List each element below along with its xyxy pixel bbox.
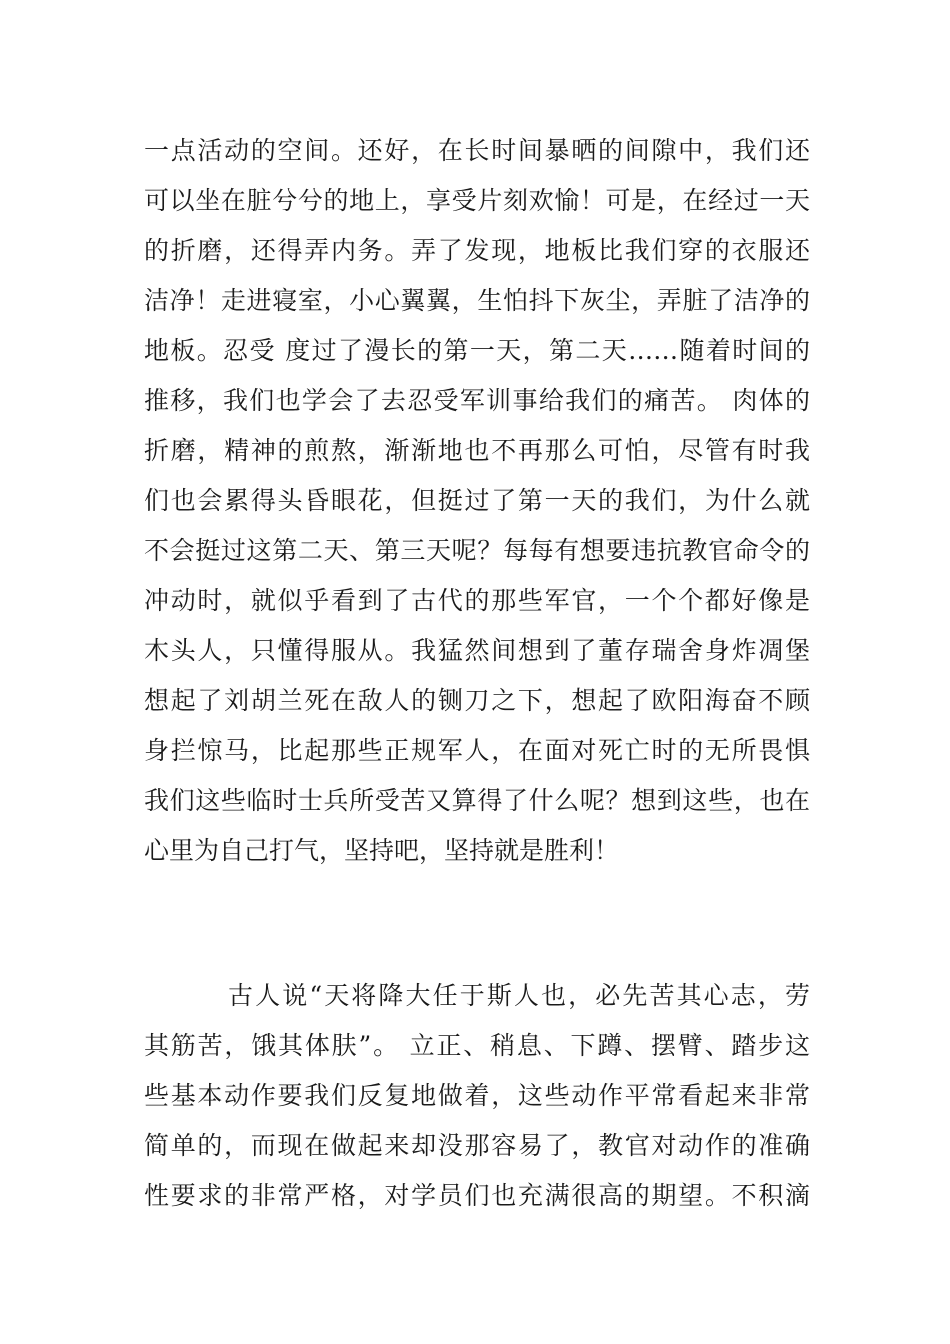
paragraph-line: 些基本动作要我们反复地做着，这些动作平常看起来非常 bbox=[144, 1081, 810, 1110]
paragraph-line: 可以坐在脏兮兮的地上，享受片刻欢愉！可是，在经过一天 bbox=[144, 186, 810, 215]
paragraph-line: 其筋苦，饿其体肤”。 立正、稍息、下蹲、摆臂、踏步这 bbox=[144, 1031, 810, 1060]
paragraph-1 bbox=[144, 126, 810, 876]
paragraph-line: 折磨，精神的煎熬，渐渐地也不再那么可怕，尽管有时我 bbox=[144, 436, 810, 465]
paragraph-line: 地板。忍受 度过了漫长的第一天，第二天……随着时间的 bbox=[144, 336, 810, 365]
paragraph-line: 心里为自己打气，坚持吧，坚持就是胜利！ bbox=[144, 836, 620, 865]
paragraph-line: 简单的，而现在做起来却没那容易了，教官对动作的准确 bbox=[144, 1131, 810, 1160]
paragraph-line: 古人说“天将降大任于斯人也，必先苦其心志，劳 bbox=[228, 981, 810, 1010]
paragraph-line: 不会挺过这第二天、第三天呢？每每有想要违抗教官命令的 bbox=[144, 536, 810, 565]
paragraph-line: 的折磨，还得弄内务。弄了发现，地板比我们穿的衣服还 bbox=[144, 236, 810, 265]
paragraph-line: 冲动时，就似乎看到了古代的那些军官，一个个都好像是 bbox=[144, 586, 810, 615]
paragraph-2 bbox=[144, 971, 810, 1221]
paragraph-line: 们也会累得头昏眼花，但挺过了第一天的我们，为什么就 bbox=[144, 486, 810, 515]
paragraph-line: 性要求的非常严格，对学员们也充满很高的期望。不积滴 bbox=[144, 1181, 810, 1210]
paragraph-line: 想起了刘胡兰死在敌人的铡刀之下，想起了欧阳海奋不顾 bbox=[144, 686, 810, 715]
paragraph-line: 木头人，只懂得服从。我猛然间想到了董存瑞舍身炸凋堡 bbox=[144, 636, 810, 665]
paragraph-line: 一点活动的空间。还好，在长时间暴晒的间隙中，我们还 bbox=[144, 136, 810, 165]
paragraph-line: 我们这些临时士兵所受苦又算得了什么呢？想到这些，也在 bbox=[144, 786, 810, 815]
paragraph-line: 身拦惊马，比起那些正规军人，在面对死亡时的无所畏惧 bbox=[144, 736, 810, 765]
paragraph-line: 洁净！走进寝室，小心翼翼，生怕抖下灰尘，弄脏了洁净的 bbox=[144, 286, 810, 315]
paragraph-line: 推移，我们也学会了去忍受军训事给我们的痛苦。 肉体的 bbox=[144, 386, 810, 415]
